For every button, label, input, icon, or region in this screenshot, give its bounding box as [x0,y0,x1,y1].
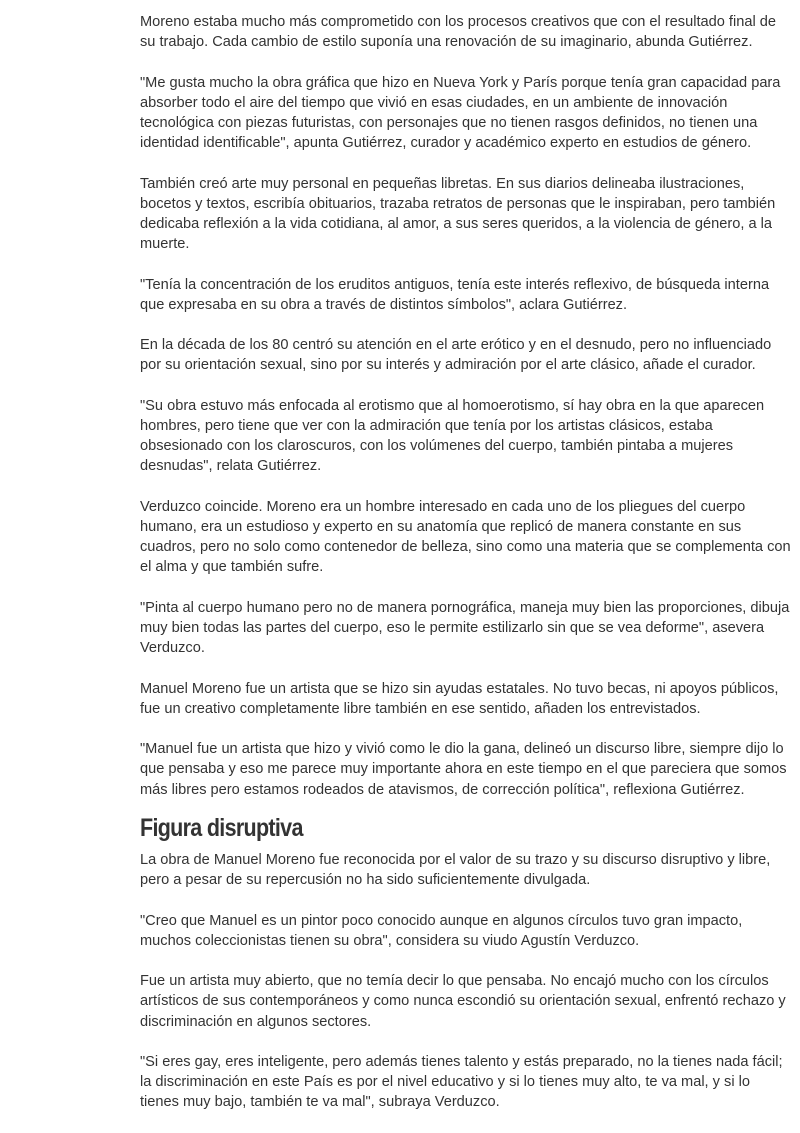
article-body [140,12,792,1133]
article-paragraph: "Si eres gay, eres inteligente, pero además tienes talento y estás preparado, no la tienes nada fácil; la discriminación en este País es por el nivel educativo y si lo tienes muy alto, te va mal, y si lo tienes muy bajo, también te va mal", subraya Verduzco. [140,1053,783,1111]
section-heading: Figura disruptiva [140,813,303,842]
article-paragraph: En la década de los 80 centró su atención en el arte erótico y en el desnudo, pero no influenciado por su orientación sexual, sino por su interés y admiración por el arte clásico, añade el curador. [140,337,772,374]
article-paragraph: "Me gusta mucho la obra gráfica que hizo en Nueva York y París porque tenía gran capacidad para absorber todo el aire del tiempo que vivió en esas ciudades, en un ambiente de innovación tecnológica con piezas futuristas, con personajes que no tienen rasgos definidos, no tienen una identidad identificable", apunta Gutiérrez, curador y académico experto en estudios de género. [140,74,781,152]
article-paragraph: La obra de Manuel Moreno fue reconocida por el valor de su trazo y su discurso disruptivo y libre, pero a pesar de su repercusión no ha sido suficientemente divulgada. [140,851,771,889]
article-paragraph: "Pinta al cuerpo humano pero no de manera pornográfica, maneja muy bien las proporciones, dibuja muy bien todas las partes del cuerpo, eso le permite estilizarlo sin que se vea deforme", asevera Verduzco. [140,599,790,657]
article-paragraph: Verduzco coincide. Moreno era un hombre interesado en cada uno de los pliegues del cuerpo humano, era un estudioso y experto en su anatomía que replicó de manera constante en sus cuadros, pero no solo como contenedor de belleza, sino como una materia que se complementa con el alma y que también sufre. [140,498,791,576]
article-paragraph: "Su obra estuvo más enfocada al erotismo que al homoerotismo, sí hay obra en la que aparecen hombres, pero tiene que ver con la admiración que tenía por los artistas clásicos, estaba obsesionado con los claroscuros, con los volúmenes del cuerpo, también pintaba a mujeres desnudas", relata Gutiérrez. [140,397,765,475]
article-paragraph: Manuel Moreno fue un artista que se hizo sin ayudas estatales. No tuvo becas, ni apoyos públicos, fue un creativo completamente libre también en ese sentido, añaden los entrevistados. [140,680,779,717]
article-paragraph: También creó arte muy personal en pequeñas libretas. En sus diarios delineaba ilustraciones, bocetos y textos, escribía obituarios, trazaba retratos de personas que le inspiraban, pero también dedicaba reflexión a la vida cotidiana, al amor, a sus seres queridos, a la violencia de género, a la muerte. [140,175,776,253]
article-paragraph: Moreno estaba mucho más comprometido con los procesos creativos que con el resultado final de su trabajo. Cada cambio de estilo suponía una renovación de su imaginario, abunda Gutiérrez. [140,14,776,51]
article-paragraph: "Manuel fue un artista que hizo y vivió como le dio la gana, delineó un discurso libre, siempre dijo lo que pensaba y eso me parece muy importante ahora en este tiempo en el que pareciera que somos más libres pero estamos rodeados de atavismos, de corrección política", reflexiona Gutiérrez. [140,741,787,798]
article-paragraph: "Tenía la concentración de los eruditos antiguos, tenía este interés reflexivo, de búsqueda interna que expresaba en su obra a través de distintos símbolos", aclara Gutiérrez. [140,276,770,313]
article-paragraph: "Creo que Manuel es un pintor poco conocido aunque en algunos círculos tuvo gran impacto, muchos coleccionistas tienen su obra", considera su viudo Agustín Verduzco. [140,912,743,949]
article-paragraph: Fue un artista muy abierto, que no temía decir lo que pensaba. No encajó mucho con los círculos artísticos de sus contemporáneos y como nunca escondió su orientación sexual, enfrentó rechazo y discriminación en algunos sectores. [140,973,786,1030]
